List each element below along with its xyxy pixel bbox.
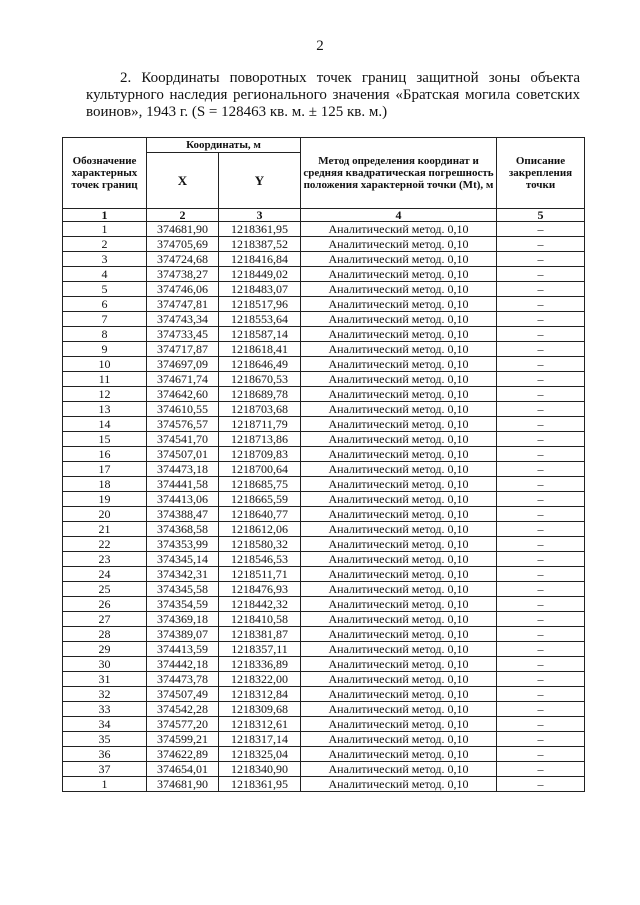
y-coordinate-cell: 1218511,71: [219, 567, 301, 582]
point-number-cell: 7: [63, 312, 147, 327]
point-number-cell: 17: [63, 462, 147, 477]
method-cell: Аналитический метод. 0,10: [301, 432, 497, 447]
method-cell: Аналитический метод. 0,10: [301, 657, 497, 672]
x-coordinate-cell: 374353,99: [147, 537, 219, 552]
y-coordinate-cell: 1218357,11: [219, 642, 301, 657]
x-coordinate-cell: 374724,68: [147, 252, 219, 267]
method-cell: Аналитический метод. 0,10: [301, 462, 497, 477]
point-number-cell: 5: [63, 282, 147, 297]
table-row: [63, 507, 585, 522]
x-coordinate-cell: 374576,57: [147, 417, 219, 432]
method-cell: Аналитический метод. 0,10: [301, 642, 497, 657]
point-number-cell: 37: [63, 762, 147, 777]
table-row: [63, 327, 585, 342]
table-row: [63, 492, 585, 507]
point-number-cell: 8: [63, 327, 147, 342]
table-row: [63, 687, 585, 702]
y-coordinate-cell: 1218387,52: [219, 237, 301, 252]
point-number-cell: 25: [63, 582, 147, 597]
point-number-cell: 24: [63, 567, 147, 582]
table-row: [63, 672, 585, 687]
table-row: [63, 237, 585, 252]
method-cell: Аналитический метод. 0,10: [301, 582, 497, 597]
description-cell: –: [497, 267, 585, 282]
method-cell: Аналитический метод. 0,10: [301, 372, 497, 387]
description-cell: –: [497, 762, 585, 777]
header-x: X: [147, 153, 219, 209]
y-coordinate-cell: 1218703,68: [219, 402, 301, 417]
table-row: [63, 252, 585, 267]
y-coordinate-cell: 1218646,49: [219, 357, 301, 372]
column-number: 4: [301, 209, 497, 222]
description-cell: –: [497, 462, 585, 477]
table-row: [63, 657, 585, 672]
point-number-cell: 14: [63, 417, 147, 432]
x-coordinate-cell: 374577,20: [147, 717, 219, 732]
method-cell: Аналитический метод. 0,10: [301, 357, 497, 372]
y-coordinate-cell: 1218685,75: [219, 477, 301, 492]
table-row: [63, 342, 585, 357]
coordinates-table: [62, 137, 585, 792]
y-coordinate-cell: 1218517,96: [219, 297, 301, 312]
y-coordinate-cell: 1218410,58: [219, 612, 301, 627]
method-cell: Аналитический метод. 0,10: [301, 327, 497, 342]
description-cell: –: [497, 717, 585, 732]
point-number-cell: 6: [63, 297, 147, 312]
x-coordinate-cell: 374507,49: [147, 687, 219, 702]
table-row: [63, 417, 585, 432]
point-number-cell: 9: [63, 342, 147, 357]
x-coordinate-cell: 374654,01: [147, 762, 219, 777]
y-coordinate-cell: 1218665,59: [219, 492, 301, 507]
column-number: 2: [147, 209, 219, 222]
table-row: [63, 372, 585, 387]
point-number-cell: 36: [63, 747, 147, 762]
point-number-cell: 12: [63, 387, 147, 402]
header-designation: Обозначение характерных точек границ: [63, 138, 147, 209]
point-number-cell: 20: [63, 507, 147, 522]
x-coordinate-cell: 374697,09: [147, 357, 219, 372]
description-cell: –: [497, 342, 585, 357]
method-cell: Аналитический метод. 0,10: [301, 417, 497, 432]
point-number-cell: 2: [63, 237, 147, 252]
description-cell: –: [497, 522, 585, 537]
table-row: [63, 312, 585, 327]
method-cell: Аналитический метод. 0,10: [301, 522, 497, 537]
method-cell: Аналитический метод. 0,10: [301, 552, 497, 567]
description-cell: –: [497, 747, 585, 762]
header-method: Метод определения координат и средняя квадратическая погрешность положения характерной точки (Mt), м: [301, 138, 497, 209]
table-row: [63, 432, 585, 447]
table-row: [63, 537, 585, 552]
description-cell: –: [497, 402, 585, 417]
x-coordinate-cell: 374642,60: [147, 387, 219, 402]
table-row: [63, 297, 585, 312]
table-row: [63, 642, 585, 657]
point-number-cell: 3: [63, 252, 147, 267]
x-coordinate-cell: 374442,18: [147, 657, 219, 672]
y-coordinate-cell: 1218336,89: [219, 657, 301, 672]
method-cell: Аналитический метод. 0,10: [301, 612, 497, 627]
point-number-cell: 27: [63, 612, 147, 627]
table-row: [63, 612, 585, 627]
x-coordinate-cell: 374507,01: [147, 447, 219, 462]
point-number-cell: 1: [63, 777, 147, 792]
point-number-cell: 34: [63, 717, 147, 732]
description-cell: –: [497, 642, 585, 657]
method-cell: Аналитический метод. 0,10: [301, 567, 497, 582]
point-number-cell: 13: [63, 402, 147, 417]
description-cell: –: [497, 417, 585, 432]
x-coordinate-cell: 374738,27: [147, 267, 219, 282]
method-cell: Аналитический метод. 0,10: [301, 267, 497, 282]
x-coordinate-cell: 374681,90: [147, 777, 219, 792]
table-row: [63, 762, 585, 777]
point-number-cell: 15: [63, 432, 147, 447]
y-coordinate-cell: 1218449,02: [219, 267, 301, 282]
table-row: [63, 552, 585, 567]
table-row: [63, 282, 585, 297]
table-row: [63, 462, 585, 477]
description-cell: –: [497, 582, 585, 597]
point-number-cell: 16: [63, 447, 147, 462]
description-cell: –: [497, 447, 585, 462]
table-row: [63, 777, 585, 792]
x-coordinate-cell: 374717,87: [147, 342, 219, 357]
y-coordinate-cell: 1218325,04: [219, 747, 301, 762]
table-row: [63, 522, 585, 537]
section-heading-text: 2. Координаты поворотных точек границ защитной зоны объекта культурного наследия регионального значения «Братская могила советских воинов», 1943 г. (S = 128463 кв. м. ± 125 кв. м.): [86, 70, 580, 120]
y-coordinate-cell: 1218612,06: [219, 522, 301, 537]
x-coordinate-cell: 374743,34: [147, 312, 219, 327]
method-cell: Аналитический метод. 0,10: [301, 342, 497, 357]
point-number-cell: 18: [63, 477, 147, 492]
point-number-cell: 1: [63, 222, 147, 237]
y-coordinate-cell: 1218317,14: [219, 732, 301, 747]
point-number-cell: 26: [63, 597, 147, 612]
page-number: 2: [316, 38, 324, 54]
point-number-cell: 35: [63, 732, 147, 747]
point-number-cell: 32: [63, 687, 147, 702]
method-cell: Аналитический метод. 0,10: [301, 537, 497, 552]
y-coordinate-cell: 1218713,86: [219, 432, 301, 447]
column-number: 5: [497, 209, 585, 222]
description-cell: –: [497, 597, 585, 612]
method-cell: Аналитический метод. 0,10: [301, 492, 497, 507]
x-coordinate-cell: 374705,69: [147, 237, 219, 252]
method-cell: Аналитический метод. 0,10: [301, 447, 497, 462]
description-cell: –: [497, 222, 585, 237]
point-number-cell: 4: [63, 267, 147, 282]
description-cell: –: [497, 432, 585, 447]
y-coordinate-cell: 1218618,41: [219, 342, 301, 357]
y-coordinate-cell: 1218700,64: [219, 462, 301, 477]
y-coordinate-cell: 1218670,53: [219, 372, 301, 387]
description-cell: –: [497, 777, 585, 792]
y-coordinate-cell: 1218553,64: [219, 312, 301, 327]
description-cell: –: [497, 627, 585, 642]
point-number-cell: 21: [63, 522, 147, 537]
x-coordinate-cell: 374345,58: [147, 582, 219, 597]
description-cell: –: [497, 282, 585, 297]
description-cell: –: [497, 702, 585, 717]
method-cell: Аналитический метод. 0,10: [301, 387, 497, 402]
y-coordinate-cell: 1218442,32: [219, 597, 301, 612]
header-description: Описание закрепления точки: [497, 138, 585, 209]
description-cell: –: [497, 312, 585, 327]
x-coordinate-cell: 374681,90: [147, 222, 219, 237]
method-cell: Аналитический метод. 0,10: [301, 237, 497, 252]
column-number: 3: [219, 209, 301, 222]
x-coordinate-cell: 374733,45: [147, 327, 219, 342]
description-cell: –: [497, 372, 585, 387]
description-cell: –: [497, 567, 585, 582]
description-cell: –: [497, 327, 585, 342]
table-row: [63, 447, 585, 462]
y-coordinate-cell: 1218546,53: [219, 552, 301, 567]
description-cell: –: [497, 492, 585, 507]
description-cell: –: [497, 537, 585, 552]
point-number-cell: 10: [63, 357, 147, 372]
point-number-cell: 19: [63, 492, 147, 507]
y-coordinate-cell: 1218711,79: [219, 417, 301, 432]
point-number-cell: 22: [63, 537, 147, 552]
x-coordinate-cell: 374342,31: [147, 567, 219, 582]
point-number-cell: 28: [63, 627, 147, 642]
y-coordinate-cell: 1218640,77: [219, 507, 301, 522]
y-coordinate-cell: 1218312,61: [219, 717, 301, 732]
table-row: [63, 477, 585, 492]
table-row: [63, 702, 585, 717]
x-coordinate-cell: 374671,74: [147, 372, 219, 387]
y-coordinate-cell: 1218309,68: [219, 702, 301, 717]
point-number-cell: 29: [63, 642, 147, 657]
table-row: [63, 402, 585, 417]
description-cell: –: [497, 687, 585, 702]
point-number-cell: 31: [63, 672, 147, 687]
table-row: [63, 582, 585, 597]
x-coordinate-cell: 374542,28: [147, 702, 219, 717]
y-coordinate-cell: 1218689,78: [219, 387, 301, 402]
header-y: Y: [219, 153, 301, 209]
y-coordinate-cell: 1218322,00: [219, 672, 301, 687]
description-cell: –: [497, 732, 585, 747]
method-cell: Аналитический метод. 0,10: [301, 222, 497, 237]
y-coordinate-cell: 1218476,93: [219, 582, 301, 597]
description-cell: –: [497, 387, 585, 402]
x-coordinate-cell: 374746,06: [147, 282, 219, 297]
method-cell: Аналитический метод. 0,10: [301, 702, 497, 717]
description-cell: –: [497, 507, 585, 522]
description-cell: –: [497, 612, 585, 627]
method-cell: Аналитический метод. 0,10: [301, 747, 497, 762]
y-coordinate-cell: 1218361,95: [219, 222, 301, 237]
y-coordinate-cell: 1218580,32: [219, 537, 301, 552]
method-cell: Аналитический метод. 0,10: [301, 627, 497, 642]
table-row: [63, 222, 585, 237]
point-number-cell: 23: [63, 552, 147, 567]
point-number-cell: 30: [63, 657, 147, 672]
table-row: [63, 717, 585, 732]
table-header-row: [63, 138, 585, 153]
table-row: [63, 627, 585, 642]
x-coordinate-cell: 374599,21: [147, 732, 219, 747]
description-cell: –: [497, 477, 585, 492]
table-row: [63, 597, 585, 612]
table-row: [63, 387, 585, 402]
x-coordinate-cell: 374354,59: [147, 597, 219, 612]
column-number-row: [63, 209, 585, 222]
y-coordinate-cell: 1218340,90: [219, 762, 301, 777]
method-cell: Аналитический метод. 0,10: [301, 312, 497, 327]
method-cell: Аналитический метод. 0,10: [301, 687, 497, 702]
description-cell: –: [497, 252, 585, 267]
x-coordinate-cell: 374389,07: [147, 627, 219, 642]
method-cell: Аналитический метод. 0,10: [301, 282, 497, 297]
method-cell: Аналитический метод. 0,10: [301, 252, 497, 267]
method-cell: Аналитический метод. 0,10: [301, 762, 497, 777]
method-cell: Аналитический метод. 0,10: [301, 777, 497, 792]
y-coordinate-cell: 1218361,95: [219, 777, 301, 792]
description-cell: –: [497, 297, 585, 312]
x-coordinate-cell: 374413,06: [147, 492, 219, 507]
header-coordinates: Координаты, м: [147, 138, 301, 153]
y-coordinate-cell: 1218483,07: [219, 282, 301, 297]
method-cell: Аналитический метод. 0,10: [301, 732, 497, 747]
x-coordinate-cell: 374388,47: [147, 507, 219, 522]
x-coordinate-cell: 374413,59: [147, 642, 219, 657]
method-cell: Аналитический метод. 0,10: [301, 477, 497, 492]
x-coordinate-cell: 374368,58: [147, 522, 219, 537]
method-cell: Аналитический метод. 0,10: [301, 297, 497, 312]
x-coordinate-cell: 374369,18: [147, 612, 219, 627]
y-coordinate-cell: 1218381,87: [219, 627, 301, 642]
y-coordinate-cell: 1218587,14: [219, 327, 301, 342]
description-cell: –: [497, 237, 585, 252]
table-row: [63, 732, 585, 747]
table-row: [63, 567, 585, 582]
method-cell: Аналитический метод. 0,10: [301, 717, 497, 732]
point-number-cell: 11: [63, 372, 147, 387]
method-cell: Аналитический метод. 0,10: [301, 507, 497, 522]
x-coordinate-cell: 374441,58: [147, 477, 219, 492]
description-cell: –: [497, 672, 585, 687]
table-row: [63, 357, 585, 372]
description-cell: –: [497, 657, 585, 672]
description-cell: –: [497, 552, 585, 567]
point-number-cell: 33: [63, 702, 147, 717]
y-coordinate-cell: 1218312,84: [219, 687, 301, 702]
x-coordinate-cell: 374610,55: [147, 402, 219, 417]
x-coordinate-cell: 374473,18: [147, 462, 219, 477]
x-coordinate-cell: 374541,70: [147, 432, 219, 447]
section-heading: [86, 70, 580, 121]
x-coordinate-cell: 374747,81: [147, 297, 219, 312]
table-body: [63, 222, 585, 792]
method-cell: Аналитический метод. 0,10: [301, 597, 497, 612]
table-row: [63, 747, 585, 762]
x-coordinate-cell: 374622,89: [147, 747, 219, 762]
y-coordinate-cell: 1218709,83: [219, 447, 301, 462]
method-cell: Аналитический метод. 0,10: [301, 672, 497, 687]
method-cell: Аналитический метод. 0,10: [301, 402, 497, 417]
description-cell: –: [497, 357, 585, 372]
x-coordinate-cell: 374345,14: [147, 552, 219, 567]
table-row: [63, 267, 585, 282]
y-coordinate-cell: 1218416,84: [219, 252, 301, 267]
x-coordinate-cell: 374473,78: [147, 672, 219, 687]
column-number: 1: [63, 209, 147, 222]
